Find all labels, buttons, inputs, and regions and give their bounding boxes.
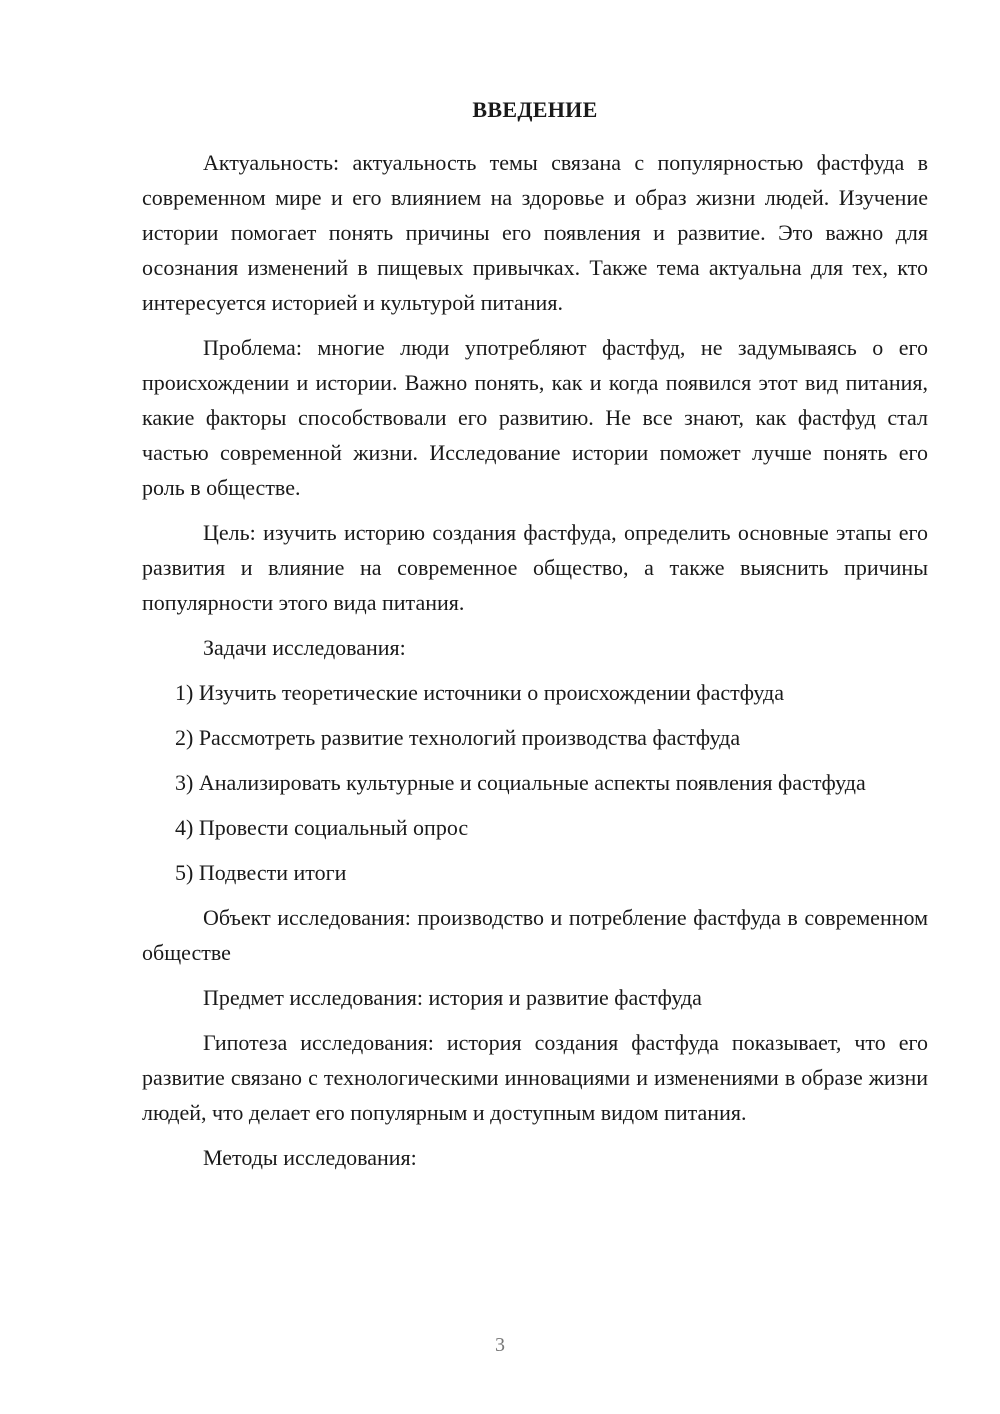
page-number: 3 bbox=[495, 1334, 505, 1356]
task-item-5: 5) Подвести итоги bbox=[175, 860, 347, 885]
paragraph-object: Объект исследования: производство и потребление фастфуда в современном обществе bbox=[142, 905, 928, 965]
paragraph-hypothesis: Гипотеза исследования: история создания фастфуда показывает, что его развитие связано с технологическими инновациями и изменениями в образе жизни людей, что делает его популярным и доступным видом питания. bbox=[142, 1030, 928, 1125]
paragraph-tasks-heading: Задачи исследования: bbox=[203, 635, 406, 660]
paragraph-goal: Цель: изучить историю создания фастфуда, определить основные этапы его развития и влияние на современное общество, а также выяснить причины популярности этого вида питания. bbox=[142, 520, 928, 615]
task-item-2: 2) Рассмотреть развитие технологий производства фастфуда bbox=[175, 725, 741, 750]
paragraph-methods: Методы исследования: bbox=[203, 1145, 417, 1170]
paragraph-problem: Проблема: многие люди употребляют фастфуд, не задумываясь о его происхождении и истории. Важно понять, как и когда появился этот вид питания, какие факторы способствовали его развитию. Не все знают, как фастфуд стал частью современной жизни. Исследование истории поможет лучше понять его роль в обществе. bbox=[142, 335, 928, 500]
section-title: ВВЕДЕНИЕ bbox=[472, 97, 598, 122]
task-item-1: 1) Изучить теоретические источники о происхождении фастфуда bbox=[175, 680, 784, 705]
task-item-4: 4) Провести социальный опрос bbox=[175, 815, 469, 840]
task-item-3: 3) Анализировать культурные и социальные аспекты появления фастфуда bbox=[175, 770, 866, 795]
document-page bbox=[142, 92, 928, 1185]
paragraph-subject: Предмет исследования: история и развитие фастфуда bbox=[203, 985, 702, 1010]
paragraph-relevance: Актуальность: актуальность темы связана с популярностью фастфуда в современном мире и его влиянием на здоровье и образ жизни людей. Изучение истории помогает понять причины его появления и развитие. Это важно для осознания изменений в пищевых привычках. Также тема актуальна для тех, кто интересуется историей и культурой питания. bbox=[142, 150, 928, 315]
